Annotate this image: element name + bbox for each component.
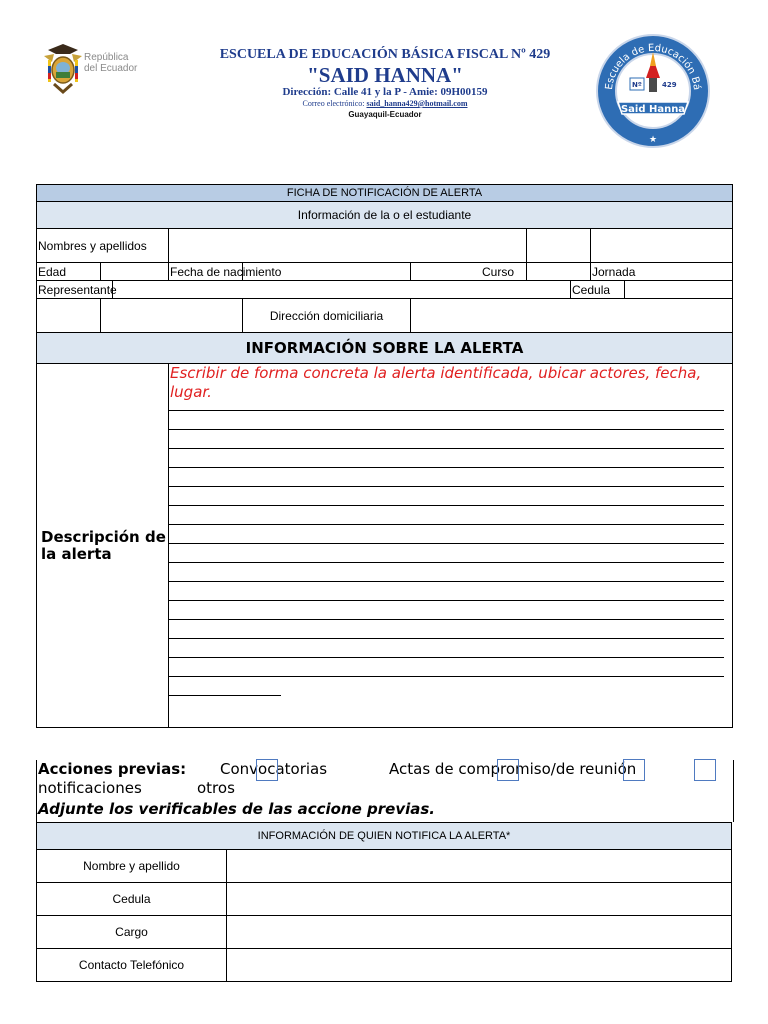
writing-line [169,657,724,658]
direccion-label: Dirección domiciliaria [243,299,411,333]
student-section-heading: Información de la o el estudiante [37,202,733,229]
nombres-extra-field-2[interactable] [591,229,733,263]
notifier-nombre-label: Nombre y apellido [37,850,227,883]
writing-line [169,619,724,620]
fecha-nacimiento-text: Fecha de nacimiento [170,264,282,279]
notificaciones-checkbox[interactable] [623,759,645,781]
writing-line [169,562,724,563]
republica-line2: del Ecuador [84,63,138,74]
curso-label [411,263,527,281]
notifier-nombre-field[interactable] [227,850,732,883]
notifier-cedula-field[interactable] [227,883,732,916]
notifier-table [36,822,732,982]
alert-section-heading: INFORMACIÓN SOBRE LA ALERTA [37,333,733,364]
school-address: Dirección: Calle 41 y la P - Amie: 09H00159 [282,86,488,98]
actas-label: Actas de compromiso/de reunión [389,760,637,778]
school-seal-icon [594,30,712,152]
seal-number-text: 429 [662,81,677,89]
cedula-label: Cedula [571,281,625,299]
nombres-label: Nombres y apellidos [37,229,169,263]
form-title: FICHA DE NOTIFICACIÓN DE ALERTA [37,185,733,202]
email-link[interactable]: said_hanna429@hotmail.com [366,99,468,108]
school-quote-name: "SAID HANNA" [307,63,463,87]
writing-line-short [169,695,281,696]
seal-no-text: Nº [632,81,642,89]
edad-field[interactable] [101,263,169,281]
notificaciones-label: notificaciones [38,779,142,797]
writing-line [169,638,724,639]
republica-line1: República [84,52,129,63]
school-email-line [190,99,580,109]
convocatorias-checkbox[interactable] [256,759,278,781]
acciones-previas-section [36,760,734,822]
acciones-note: Adjunte los verificables de las accione previas. [38,800,436,818]
nombres-extra-field-1[interactable] [527,229,591,263]
curso-text: Curso [481,264,514,279]
nombres-field[interactable] [169,229,527,263]
writing-line [169,448,724,449]
jornada-label: Jornada [591,263,733,281]
school-city: Guayaquil-Ecuador [348,110,422,119]
writing-line [169,543,724,544]
curso-field[interactable] [527,263,591,281]
direccion-field[interactable] [411,299,733,333]
desc-hint-text: Escribir de forma concreta la alerta identificada, ubicar actores, fecha, lugar. [170,364,702,401]
desc-writing-area[interactable] [169,364,733,728]
actas-checkbox[interactable] [497,759,519,781]
coat-of-arms-icon [40,42,86,96]
notifier-info [36,822,732,982]
representante-field[interactable] [113,281,571,299]
otros-label: otros [197,779,235,797]
writing-line [169,505,724,506]
notifier-cargo-field[interactable] [227,916,732,949]
writing-line [169,486,724,487]
notifier-contacto-field[interactable] [227,949,732,982]
desc-label: Descripción de la alerta [41,527,166,563]
alert-notification-form [36,184,732,728]
writing-line [169,600,724,601]
writing-line [169,524,724,525]
edad-label: Edad [37,263,101,281]
writing-line [169,410,724,411]
school-seal-logo [594,30,712,152]
writing-line [169,467,724,468]
direccion-blank-2[interactable] [101,299,243,333]
notifier-contacto-label: Contacto Telefónico [37,949,227,982]
email-label: Correo electrónico: [302,99,367,108]
convocatorias-label: Convocatorias [220,760,328,778]
representante-label: Representante [38,282,117,297]
cedula-field[interactable] [625,281,733,299]
seal-star-icon: ★ [648,135,658,145]
writing-line [169,676,724,677]
republica-ecuador-logo [40,42,150,98]
writing-line [169,429,724,430]
desc-label-cell [37,364,169,728]
notifier-section-heading: INFORMACIÓN DE QUIEN NOTIFICA LA ALERTA* [37,823,732,850]
notifier-cedula-label: Cedula [37,883,227,916]
notifier-cargo-label: Cargo [37,916,227,949]
seal-arc-text: Escuela de Educación Bá [603,42,703,91]
student-info-table [36,184,733,728]
direccion-blank-1[interactable] [37,299,101,333]
republica-text [84,52,137,74]
writing-line [169,581,724,582]
seal-banner-text: Said Hanna [620,104,686,115]
school-header [190,46,580,120]
acciones-title: Acciones previas: [38,760,187,778]
otros-checkbox[interactable] [694,759,716,781]
fecha-nacimiento-label [169,263,282,281]
school-name: ESCUELA DE EDUCACIÓN BÁSICA FISCAL Nº 429 [219,47,551,62]
